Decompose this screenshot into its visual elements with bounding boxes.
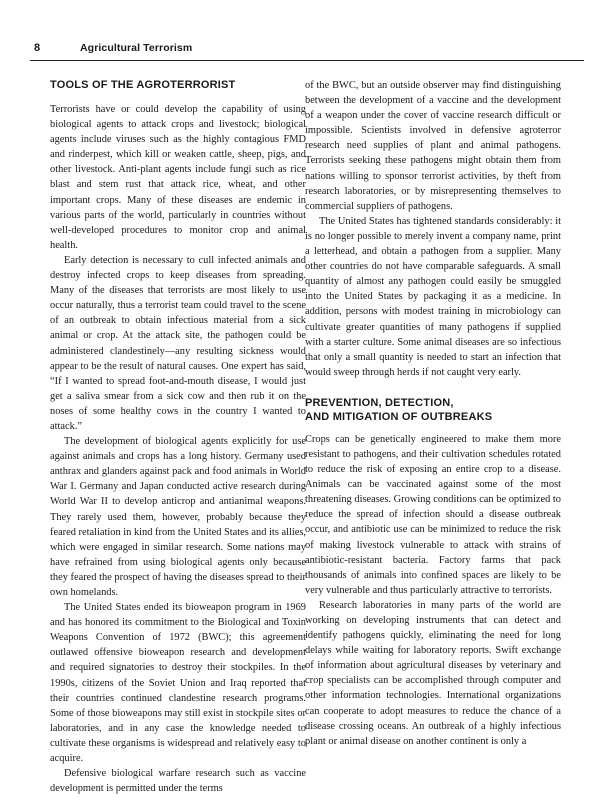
paragraph: Terrorists have or could develop the capability of using biological agents to attack crops and livestock; biological agents include viruses such as the highly contagious FMD and rinderpest, which kill or weaken cattle, sheep, pigs, and other livestock. Anti-plant agents include fungi such as rice blast and stem rust that attack rice, wheat, and other important crops. Many of these diseases are endemic in various parts of the world, particularly in countries without well-developed procedures to monitor crop and animal health. bbox=[50, 104, 306, 251]
heading-line: PREVENTION, DETECTION, bbox=[305, 396, 454, 409]
right-column bbox=[305, 78, 561, 749]
section-heading-prevention bbox=[305, 396, 561, 424]
page-number: 8 bbox=[34, 42, 41, 54]
section-heading-tools: TOOLS OF THE AGROTERRORIST bbox=[50, 79, 236, 91]
paragraph: The United States ended its bioweapon program in 1969 and has honored its commitment to the Biological and Toxin Weapons Convention of 1972 (BWC); this agreement outlawed offensive bioweapon research and development and required signatories to destroy their stockpiles. In the 1990s, citizens of the Soviet Union and Iraq reported that their countries continued clandestine research programs. Some of those bioweapons may still exist in stockpile sites or laboratories, and in any case the knowledge needed to cultivate these organisms is widespread and relatively easy to acquire. bbox=[50, 602, 306, 765]
header-rule bbox=[30, 60, 584, 61]
paragraph: Crops can be genetically engineered to make them more resistant to pathogens, and their cultivation schedules rotated to reduce the risk of exposing an entire crop to a disease. Animals can be vaccinated against some of the most threatening diseases. Growing conditions can be optimized to reduce the spread of infection should a disease outbreak occur, and antibiotic use can be minimized to reduce the risk of making livestock vulnerable to attack with strains of antibiotic-resistant bacteria. Factory farms that pack thousands of animals into confined spaces are likely to be very vulnerable and thus particularly attractive to terrorists. bbox=[305, 433, 561, 596]
paragraph: of the BWC, but an outside observer may find distinguishing between the development of a vaccine and the development of a weapon under the cover of vaccine research difficult or impossible. Scientists involved in defensive agroterror research need supplies of plant and animal pathogens. Terrorists seeking these pathogens might obtain them from nations willing to sponsor terrorist activities, by theft from research laboratories, or by misrepresenting themselves to commercial suppliers of pathogens. bbox=[305, 80, 561, 212]
paragraph: Research laboratories in many parts of the world are working on developing instruments that can detect and identify pathogens quickly, eliminating the need for long delays while waiting for laboratory reports. Swift exchange of information about agricultural diseases by veterinary and crop specialists can be accomplished through computer and other information technologies. International organizations can cooperate to adopt measures to reduce the chance of a disease crossing oceans. An outbreak of a highly infectious plant or animal disease on another continent is only a bbox=[305, 599, 561, 747]
paragraph: Early detection is necessary to cull infected animals and destroy infected crops to keep diseases from spreading. Many of the diseases that terrorists are most likely to use occur naturally, thus a terrorist team could travel to the scene of an outbreak to obtain infectious material from a sick animal or crop. At the attack site, the pathogen could be administered clandestinely—any resulting sickness would appear to be the result of natural causes. One expert has said, “If I wanted to spread foot-and-mouth disease, I would just get a saliva smear from a sick cow and then rub it on the noses of some healthy cows in the country I wanted to attack.” bbox=[50, 254, 306, 432]
left-column bbox=[50, 78, 306, 796]
page-header bbox=[30, 40, 584, 62]
running-title: Agricultural Terrorism bbox=[80, 42, 193, 54]
heading-line: AND MITIGATION OF OUTBREAKS bbox=[305, 410, 493, 423]
paragraph: Defensive biological warfare research such as vaccine development is permitted under the terms bbox=[50, 768, 306, 795]
paragraph: The United States has tightened standards considerably: it is no longer possible to merely invent a company name, print a letterhead, and obtain a pathogen from a supplier. Many other countries do not have comparable safeguards. A small quantity of almost any pathogen could easily be smuggled into the United States by packaging it as a medicine. In addition, persons with modest training in microbiology can cultivate greater quantities of many pathogens if supplied with a starter culture. Some animal diseases are so infectious that only a small quantity is needed to start an infection that would sweep through herds if not caught very early. bbox=[305, 215, 561, 378]
paragraph: The development of biological agents explicitly for use against animals and crops has a long history. Germany used anthrax and glanders against pack and food animals in World War I. Germany and Japan conducted active research during World War II to develop anticrop and antianimal weapons. They rarely used them, however, probably because they feared retaliation in kind from the United States and its allies, which were engaged in similar research. Some nations may have refrained from using biological agents only because they feared the prospect of having the diseases spread to their own homelands. bbox=[50, 436, 306, 598]
